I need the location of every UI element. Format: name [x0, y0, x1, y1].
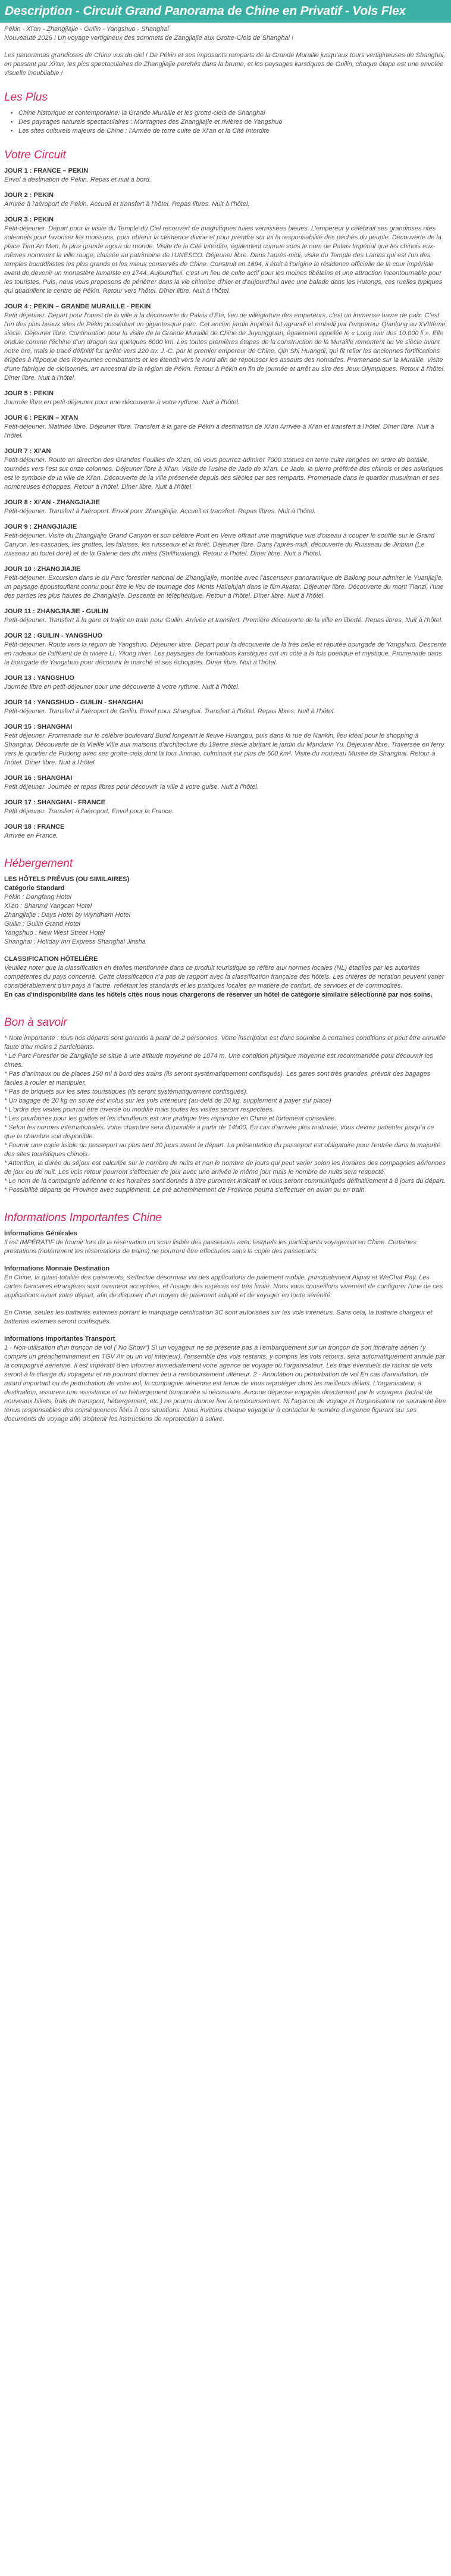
section-infos-heading: Informations Importantes Chine	[4, 1211, 162, 1224]
info-text: 1 - Non-utilisation d'un tronçon de vol ("No Show") Si un voyageur ne se présente pas à l'embarquement sur un tronçon de son itinéraire aérien (y compris un préacheminement en TGV Air ou un vol intérieur), l'ensemble des vols restants, y compris les vols retours, sera automatiquement annulé par la compagnie aérienne. Il est impératif d'en informer immédiatement votre agence de voyage ou l'organisateur. Les frais éventuels de rachat de vols seront à la charge du voyageur et ne pourront donner lieu à remboursement ultérieur. 2 - Annulation ou perturbation de vol En cas d'annulation, de retard important ou de perturbation de votre vol, la compagnie aérienne est tenue de vous reprotéger dans les meilleurs délais. L'organisateur, à destination, assurera une assistance et un hébergement temporaire si nécessaire. Aucune dépense engagée directement par le voyageur (achat de nouveaux billets, frais de transport, hébergement, etc.) ne pourra donner lieu à remboursement. Ni l'agence de voyage ni l'organisateur ne sauraient être tenus responsables des conséquences liées à ces situations. Nous invitons chaque voyageur à contacter le numéro d'urgence figurant sur ses documents de voyage afin d'obtenir les instructions de reprotection à suivre.	[4, 1344, 446, 1423]
news-text: Nouveauté 2026 ! Un voyage vertigineux des sommets de Zangjiajie aux Grotte-Ciels de Shanghai !	[4, 35, 294, 42]
bon-savoir-item: * Attention, la durée du séjour est calculée sur le nombre de nuits et non le nombre de jours qui peut varier selon les horaires des compagnies aériennes de jour ou de nuit. Les vols retour pourront s'effectuer de jour avec une arrivée le même jour mais le nombre de nuits sera respecté.	[4, 1160, 446, 1176]
section-bon-savoir-heading: Bon à savoir	[4, 1016, 67, 1029]
info-title: Informations Générales	[4, 1230, 77, 1237]
route-text: Pékin - Xi'an - Zhangjiajie - Guilin - Yangshuo - Shanghai	[4, 26, 169, 33]
hotels-subhead: LES HÔTELS PRÉVUS (OU SIMILAIRES)	[4, 876, 130, 883]
hotel-item: Shanghai : Holiday Inn Express Shanghai Jinsha	[4, 938, 146, 945]
bon-savoir-item: * Selon les normes internationales, votre chambre sera disponible à partir de 14h00. En cas d'arrivée plus matinale, vous devrez patienter jusqu'à ce que la chambre soit disponible.	[4, 1124, 434, 1140]
hotels-block	[4, 875, 447, 1000]
day-text: Petit déjeuner. Départ pour l'ouest de la ville à la découverte du Palais d'Eté, lieu de villégiature des empereurs, c'est un immense havre de paix. C'est l'un des plus beaux sites de Pékin possédant un gigantesque parc. Cet ancien jardin impérial fut agrandi et embelli par l'empereur Qianlong au XVIIIème siècle. Déjeuner libre. Continuation pour la visite de la Grande Muraille de Chine de Juyongguan, également appelée le « Long mur des 10.000 li ». Elle ondule comme l'échine d'un dragon sur quelques 6000 km. Les toutes premières étapes de la construction de la Muraille remontent au Ve siècle avant notre ère, mais le tracé définitif fut arrêté vers 220 av. J.-C. par le premier empereur de Chine, Qin Shi Huangdi, qui fit relier les anciennes fortifications érigées à l'époque des Royaumes combattants et les étendit vers le nord afin de repousser les assauts des nomades. Promenade sur la Muraille. Visite d'une fabrique de cloisonnés, art ancestral de la région de Pékin. Retour à Pékin en fin de journée et arrêt au site des Jeux Olympiques. Retour à l'hôtel. Dîner libre. Nuit à l'hôtel.	[4, 312, 446, 382]
section-hebergement-heading: Hébergement	[4, 857, 73, 870]
day-title: JOUR 4 : PEKIN – GRANDE MURAILLE - PEKIN	[4, 303, 151, 310]
content	[0, 23, 451, 1424]
day-title: JOUR 3 : PEKIN	[4, 216, 54, 223]
hotel-item: Zhangjiajie : Days Hotel by Wyndham Hotel	[4, 911, 131, 919]
day-title: JOUR 6 : PEKIN – XI'AN	[4, 414, 79, 421]
day-text: Arrivée en France.	[4, 832, 58, 839]
bon-savoir-item: * Pas de briquets sur les sites touristiques (ils seront systématiquement confisqués).	[4, 1088, 248, 1095]
day-title: JOUR 18 : FRANCE	[4, 823, 65, 830]
info-text: En Chine, la quasi-totalité des paiements, s'effectue désormais via des applications de paiement mobile, principalement Alipay et WeChat Pay. Les cartes bancaires étrangères sont rarement acceptées, et l'usage des espèces est très limité. Nous vous conseillons vivement de configurer l'une de ces applications avant votre départ, afin de disposer d'un moyen de paiement adapté et de voyager en toute sérénité.	[4, 1274, 443, 1299]
title-banner	[0, 0, 451, 23]
bon-savoir-item: * Les pourboires pour les guides et les chauffeurs est une pratique très répandue en Chine et fortement conseillée.	[4, 1115, 337, 1122]
page-title: Description - Circuit Grand Panorama de Chine en Privatif - Vols Flex	[5, 4, 406, 18]
hotel-item: Xi'an : Shannxi Yangcan Hotel	[4, 903, 92, 910]
info-title: Informations Importantes Transport	[4, 1335, 115, 1342]
bon-savoir-item: * L'ordre des visites pourrait être inversé ou modifié mais toutes les visites seront respectées.	[4, 1106, 274, 1113]
day-text: Petit déjeuner. Transfert à l'aéroport. Envol pour la France.	[4, 808, 174, 815]
bon-savoir-item: * Possibilité départs de Province avec supplément. Le pré acheminement de Province pourra s'effectuer en avion ou en train.	[4, 1186, 367, 1194]
plus-list	[4, 109, 447, 136]
info-text: Il est IMPÉRATIF de fournir lors de la réservation un scan lisible des passeports avec lesquels les participants voyageront en Chine. Certaines prestations (notamment les réservations de trains) ne pourront être effectuées sans la copie des passeports.	[4, 1239, 416, 1255]
infos-list	[4, 1229, 447, 1424]
bon-savoir-list	[4, 1034, 447, 1195]
day-title: JOUR 15 : SHANGHAI	[4, 723, 73, 730]
info-text: En Chine, seules les batteries externes portant le marquage certification 3C sont autorisées sur les vols intérieurs. Sans cela, la batterie chargeur et batteries externes seront confisqués.	[4, 1309, 433, 1325]
day-title: JOUR 16 : SHANGHAI	[4, 775, 73, 782]
day-title: JOUR 12 : GUILIN - YANGSHUO	[4, 632, 103, 639]
hotel-item: Pékin : Dongfang Hotel	[4, 894, 72, 901]
intro	[4, 25, 447, 43]
bon-savoir-item: * Pas d'animaux ou de places 150 ml à bord des trains (ils seront systématiquement confisqués). Les gares sont très grandes, prévoir des bagages faciles à rouler et manipuler.	[4, 1070, 431, 1086]
plus-item: • Les sites culturels majeurs de Chine : l'Armée de terre cuite de Xi'an et la Cité Interdite	[18, 127, 447, 136]
bon-savoir-item: * Un bagage de 20 kg en soute est inclus sur les vols intérieurs (au-delà de 20 kg, supplément à payer sur place)	[4, 1097, 331, 1104]
day-title: JOUR 8 : XI'AN - ZHANGJIAJIE	[4, 499, 100, 506]
plus-item: • Des paysages naturels spectaculaires : Montagnes des Zhangjiajie et rivières de Yangshuo	[18, 118, 447, 127]
day-title: JOUR 17 : SHANGHAI - FRANCE	[4, 799, 105, 806]
day-text: Envol à destination de Pékin. Repas et nuit à bord.	[4, 176, 152, 183]
hotel-item: Guilin : Guilin Grand Hotel	[4, 920, 80, 928]
hotels-category: Catégorie Standard	[4, 885, 65, 892]
info-title: Informations Monnaie Destination	[4, 1265, 110, 1272]
day-text: Journée libre en petit-déjeuner pour une découverte à votre rythme. Nuit à l'hôtel.	[4, 683, 240, 691]
day-text: Petit-déjeuner. Route vers la région de Yangshuo. Déjeuner libre. Départ pour la découverte de la très belle et réputée bourgade de Yangshuo. Descente en radeaux de l'affluent de la rivière Li, Yilong river. Les paysages de formations karstiques ont un côté à la fois poétique et mystique. Promenade dans la bourgade de Yangshuo pour découvrir le marché et ses échoppes. Dîner libre. Nuit à l'hôtel.	[4, 641, 447, 666]
day-title: JOUR 14 : YANGSHUO - GUILIN - SHANGHAI	[4, 699, 143, 706]
bon-savoir-item: * Note importante : tous nos départs sont garantis à partir de 2 personnes. Votre inscription est donc soumise à certaines conditions et peut être annulée faute d'au moins 2 participants.	[4, 1035, 446, 1051]
day-title: JOUR 9 : ZHANGJIAJIE	[4, 523, 77, 530]
day-list	[4, 167, 447, 841]
section-circuit-heading: Votre Circuit	[4, 149, 66, 161]
hotel-list	[4, 893, 447, 947]
bon-savoir-item: * Fournir une copie lisible du passeport au plus tard 30 jours avant le départ. La présentation du passeport est obligatoire pour l'entrée dans la majorité des sites touristiques chinois.	[4, 1142, 441, 1158]
day-text: Petit-déjeuner. Matinée libre. Déjeuner libre. Transfert à la gare de Pékin à destination de Xi'an Arrivée à Xi'an et transfert à l'hôtel. Dîner libre. Nuit à l'hôtel.	[4, 423, 434, 439]
day-title: JOUR 7 : XI'AN	[4, 448, 51, 455]
day-text: Petit déjeuner. Journée et repas libres pour découvrir la ville à votre guise. Nuit à l'hôtel.	[4, 783, 259, 791]
class-text: Veuillez noter que la classification en étoiles mentionnée dans ce produit touristique se réfère aux normes locales (NL) établies par les autorités compétentes du pays concerné. Cette classification n'a pas de rapport avec la classification française des hôtels. Les critères de notation peuvent varier considérablement d'un pays à l'autre, reflétant les standards et les pratiques locales en matière de confort, de services et de commodités.	[4, 964, 444, 989]
day-text: Petit-déjeuner. Visite du Zhangjiajie Grand Canyon et son célèbre Pont en Verre offrant une magnifique vue d'oiseau à couper le souffle sur le Grand Canyon, les cascades, les grottes, les falaises, les ruisseaux et la forêt. Déjeuner libre. Dans l'après-midi, découverte du Ruisseau de Jinbian (Le ruisseau au fouet doré) et de la Galerie des dix miles (Shilihualang). Retour à l'hôtel. Dîner libre. Nuit à l'hôtel.	[4, 532, 435, 557]
day-text: Petit-déjeuner. Transfert à l'aéroport. Envol pour Zhangjiajie. Accueil et transfert. Repas libres. Nuit à l'hôtel.	[4, 508, 316, 515]
day-title: JOUR 2 : PEKIN	[4, 192, 54, 199]
day-text: Petit-déjeuner. Excursion dans le du Parc forestier national de Zhangjiajie, montée avec l'ascenseur panoramique de Bailong pour admirer le Yuanjiajie, un paysage époustouflant connu pour être le lieu de tournage des Monts Hallelujah dans le film Avatar. Déjeuner libre. Découverte du mont Tianzi, l'une des parties les plus hautes de Zhangjiajie. Descente en téléphérique. Retour à l'hôtel. Dîner libre. Nuit à l'hôtel.	[4, 574, 444, 599]
day-title: JOUR 5 : PEKIN	[4, 390, 54, 397]
day-title: JOUR 1 : FRANCE – PEKIN	[4, 167, 89, 174]
bon-savoir-item: * Le nom de la compagnie aérienne et les horaires sont donnés à titre purement indicatif et vous seront communiqués définitivement à 8 jours du départ.	[4, 1178, 446, 1185]
class-title: CLASSIFICATION HÔTELIÈRE	[4, 956, 98, 963]
day-title: JOUR 10 : ZHANGJIAJIE	[4, 566, 81, 573]
plus-item: • Chine historique et contemporaine: la Grande Muraille et les grotte-ciels de Shanghai	[18, 109, 447, 118]
day-text: Journée libre en petit-déjeuner pour une découverte à votre rythme. Nuit à l'hôtel.	[4, 399, 240, 406]
day-text: Petit déjeuner. Promenade sur le célèbre boulevard Bund longeant le fleuve Huangpu, puis dans la rue de Nankin, lieu idéal pour le shopping à Shanghai. Découverte de la Vieille Ville aux maisons d'architecture du 19ème siècle abritant le jardin du Mandarin Yu. Déjeuner libre. Traversée en ferry vers le quartier de Pudong avec ses grotte-ciels dont la tour Jinmao, culminant sur plus de 500 km². Visite du nouveau Musée de Shanghai. Retour à l'hôtel. Dîner libre. Nuit à l'hôtel.	[4, 732, 444, 766]
section-plus-heading: Les Plus	[4, 91, 48, 104]
day-text: Petit-déjeuner. Route en direction des Grandes Fouilles de Xi'an, où vous pourrez admirer 7000 statues en terre cuite rangées en ordre de bataille, tournées vers l'est sur onze colonnes. Déjeuner libre à Xi'an. Visite de l'usine de Jade de Xi'an. Le Jade, la pierre préférée des chinois et des asiatiques est le symbole de la ville de Xi'an. Découverte de la ville préservée depuis des siècles par ses remparts. Promenade dans le quartier musulman et ses nombreuses échoppes. Retour à l'hôtel. Dîner libre. Nuit à l'hôtel.	[4, 457, 443, 491]
day-title: JOUR 11 : ZHANGJIAJIE - GUILIN	[4, 608, 108, 615]
day-text: Arrivée à l'aéroport de Pékin. Accueil et transfert à l'hôtel. Repas libres. Nuit à l'hôtel.	[4, 201, 250, 208]
day-text: Petit-déjeuner. Transfert à la gare et trajet en train pour Guilin. Arrivée et transfert. Première découverte de la ville en liberté. Repas libres. Nuit à l'hôtel.	[4, 617, 443, 624]
lead-text: Les panoramas grandioses de Chine vus du ciel ! De Pékin et ses imposants remparts de la Grande Muraille jusqu'aux tours vertigineuses de Shanghai, en passant par Xi'an, les pics spectaculaires de Zhangjiajie perchés dans la brume, et les paysages karstiques de Guilin, chaque étape est une envolée visuelle inoubliable !	[4, 52, 446, 77]
bon-savoir-item: * Le Parc Forestier de Zangjiajie se situe à une altitude moyenne de 1074 m. Une condition physique moyenne est recommandée pour découvrir les cimes.	[4, 1053, 433, 1069]
day-text: Petit-déjeuner. Départ pour la visite du Temple du Ciel recouvert de magnifiques tuiles vernissées bleues. L'empereur y célébrait ses grandioses rites solennels pour favoriser les moissons, pour obtenir la clémence divine et pour prendre sur lui la responsabilité des péchés du peuple. Découverte de la place Tian An Men, la plus grande agora du monde. Visite de la Cité Interdite, également connue sous le nom de Palais Impérial que les chinois eux-mêmes nomment la ville rouge, classée au patrimoine de l'UNESCO. Déjeuner libre. Dans l'après-midi, visite du Temple des Lamas qui est l'un des temples bouddhistes les plus grands et les mieux conservés de Chine. Construit en 1694, il était à l'origine la résidence officielle de la cour impériale avant de devenir un monastère lamaïste en 1744. Aujourd'hui, c'est un lieu de culte actif pour les moines tibétains et une attraction incontournable pour les touristes. Puis, nous vous proposons de pénétrer dans la vie chinoise d'hier et d'aujourd'hui avec une balade dans les Hutongs, ces ruelles typiques qui quadrillent le centre de Pékin. Retour vers l'hôtel. Dîner libre. Nuit à l'hôtel.	[4, 225, 443, 295]
class-bold: En cas d'indisponibilité dans les hôtels cités nous nous chargerons de réserver un hôtel de catégorie similaire sélectionné par nos soins.	[4, 991, 433, 998]
day-text: Petit-déjeuner. Transfert à l'aéroport de Guilin. Envol pour Shanghai. Transfert à l'hôtel. Repas libres. Nuit à l'hôtel.	[4, 708, 336, 715]
hotel-item: Yangshuo : New West Street Hotel	[4, 929, 105, 936]
day-title: JOUR 13 : YANGSHUO	[4, 675, 74, 682]
